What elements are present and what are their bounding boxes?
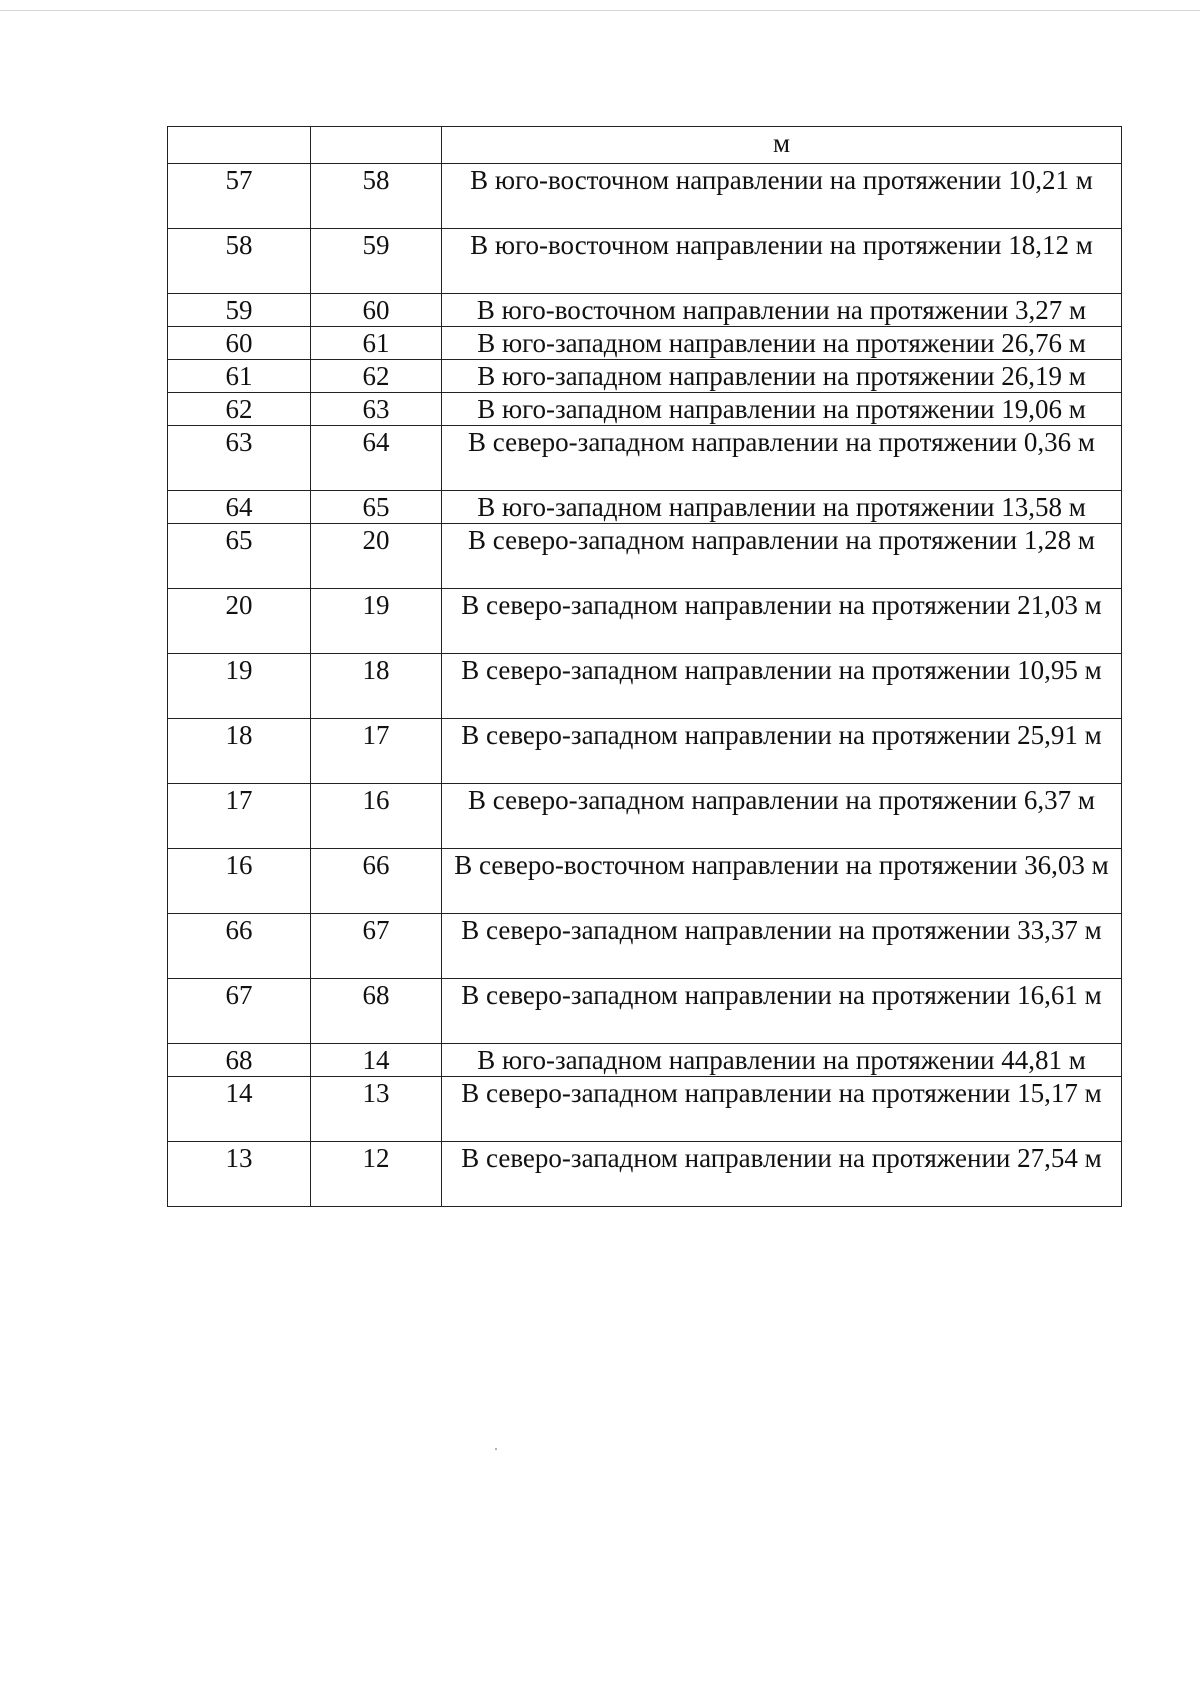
table-row <box>168 491 1122 524</box>
cell-to-point: 59 <box>311 229 442 294</box>
table-row <box>168 589 1122 654</box>
cell-description: В северо-западном направлении на протяжении 33,37 м <box>442 914 1122 979</box>
table-row <box>168 1044 1122 1077</box>
cell-to-point: 13 <box>311 1077 442 1142</box>
cell-to-point: 14 <box>311 1044 442 1077</box>
cell-description: В северо-западном направлении на протяжении 21,03 м <box>442 589 1122 654</box>
table-row <box>168 914 1122 979</box>
cell-to-point: 65 <box>311 491 442 524</box>
cell-from-point: 60 <box>168 327 311 360</box>
cell-from-point: 16 <box>168 849 311 914</box>
table-row <box>168 654 1122 719</box>
cell-from-point: 57 <box>168 164 311 229</box>
cell-description: м <box>442 127 1122 164</box>
scan-speck <box>495 1448 497 1450</box>
cell-to-point: 67 <box>311 914 442 979</box>
cell-description: В северо-западном направлении на протяжении 27,54 м <box>442 1142 1122 1207</box>
table-row <box>168 524 1122 589</box>
cell-description: В северо-западном направлении на протяжении 15,17 м <box>442 1077 1122 1142</box>
cell-description: В юго-западном направлении на протяжении 19,06 м <box>442 393 1122 426</box>
cell-from-point: 64 <box>168 491 311 524</box>
cell-from-point: 58 <box>168 229 311 294</box>
table-row <box>168 1142 1122 1207</box>
cell-to-point: 16 <box>311 784 442 849</box>
table-row <box>168 229 1122 294</box>
cell-to-point: 66 <box>311 849 442 914</box>
cell-from-point: 20 <box>168 589 311 654</box>
cell-from-point: 59 <box>168 294 311 327</box>
cell-description: В северо-западном направлении на протяжении 10,95 м <box>442 654 1122 719</box>
table-row <box>168 784 1122 849</box>
cell-to-point: 62 <box>311 360 442 393</box>
cell-to-point: 17 <box>311 719 442 784</box>
cell-from-point: 67 <box>168 979 311 1044</box>
table-row <box>168 1077 1122 1142</box>
cell-description: В северо-западном направлении на протяжении 6,37 м <box>442 784 1122 849</box>
cell-to-point: 20 <box>311 524 442 589</box>
scan-top-edge <box>0 10 1200 11</box>
cell-description: В юго-западном направлении на протяжении 26,19 м <box>442 360 1122 393</box>
cell-to-point: 63 <box>311 393 442 426</box>
cell-from-point: 62 <box>168 393 311 426</box>
table-row-continuation <box>168 127 1122 164</box>
table-body <box>168 127 1122 1207</box>
table-row <box>168 294 1122 327</box>
cell-from-point: 18 <box>168 719 311 784</box>
cell-to-point: 12 <box>311 1142 442 1207</box>
table-row <box>168 426 1122 491</box>
cell-from-point: 17 <box>168 784 311 849</box>
table-row <box>168 164 1122 229</box>
cell-to-point: 64 <box>311 426 442 491</box>
cell-to-point <box>311 127 442 164</box>
cell-from-point <box>168 127 311 164</box>
cell-from-point: 19 <box>168 654 311 719</box>
cell-to-point: 18 <box>311 654 442 719</box>
table-row <box>168 360 1122 393</box>
cell-to-point: 68 <box>311 979 442 1044</box>
cell-description: В юго-восточном направлении на протяжении 10,21 м <box>442 164 1122 229</box>
cell-from-point: 13 <box>168 1142 311 1207</box>
cell-description: В юго-западном направлении на протяжении 13,58 м <box>442 491 1122 524</box>
cell-to-point: 60 <box>311 294 442 327</box>
cell-description: В юго-западном направлении на протяжении 26,76 м <box>442 327 1122 360</box>
cell-to-point: 19 <box>311 589 442 654</box>
cell-from-point: 65 <box>168 524 311 589</box>
cell-from-point: 66 <box>168 914 311 979</box>
cell-description: В северо-восточном направлении на протяжении 36,03 м <box>442 849 1122 914</box>
cell-from-point: 14 <box>168 1077 311 1142</box>
cell-description: В юго-западном направлении на протяжении 44,81 м <box>442 1044 1122 1077</box>
table-row <box>168 327 1122 360</box>
boundary-description-table <box>167 126 1122 1207</box>
cell-description: В юго-восточном направлении на протяжении 18,12 м <box>442 229 1122 294</box>
table-row <box>168 849 1122 914</box>
table-row <box>168 979 1122 1044</box>
cell-to-point: 61 <box>311 327 442 360</box>
cell-from-point: 61 <box>168 360 311 393</box>
cell-from-point: 63 <box>168 426 311 491</box>
cell-from-point: 68 <box>168 1044 311 1077</box>
cell-description: В северо-западном направлении на протяжении 1,28 м <box>442 524 1122 589</box>
table-row <box>168 719 1122 784</box>
cell-description: В северо-западном направлении на протяжении 0,36 м <box>442 426 1122 491</box>
cell-description: В юго-восточном направлении на протяжении 3,27 м <box>442 294 1122 327</box>
cell-to-point: 58 <box>311 164 442 229</box>
cell-description: В северо-западном направлении на протяжении 25,91 м <box>442 719 1122 784</box>
table-row <box>168 393 1122 426</box>
cell-description: В северо-западном направлении на протяжении 16,61 м <box>442 979 1122 1044</box>
